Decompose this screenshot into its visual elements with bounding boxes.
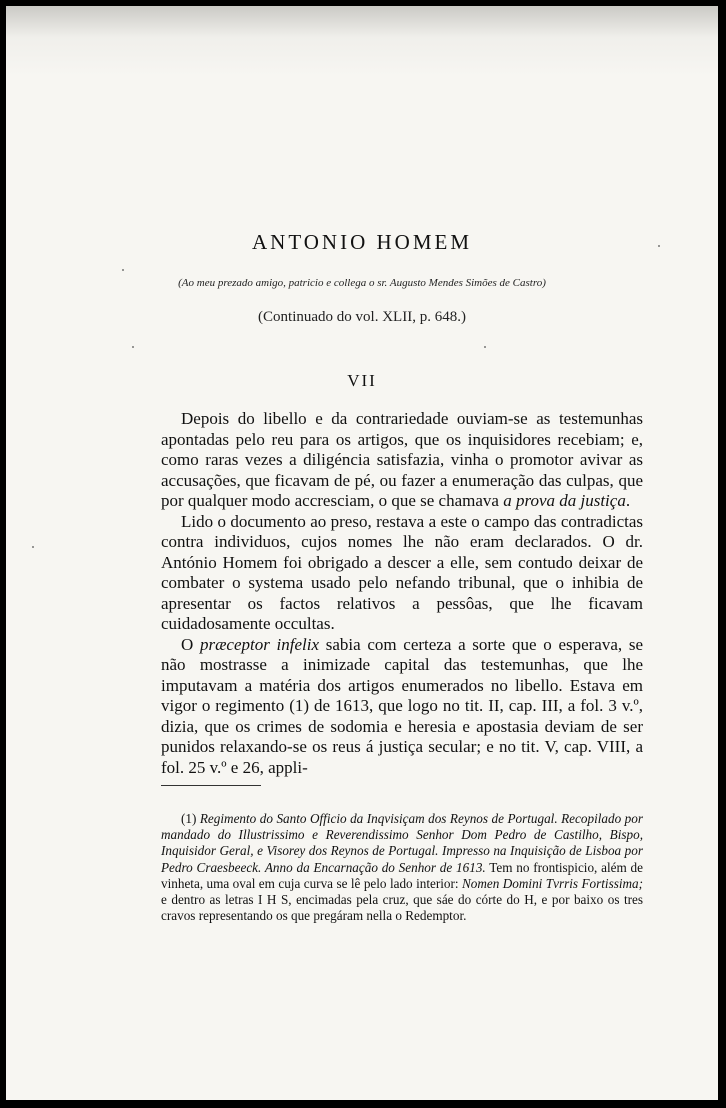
scan-speck xyxy=(132,346,134,348)
footnote-divider xyxy=(161,785,261,786)
footnote-marker: (1) xyxy=(181,811,200,826)
paragraph-text: Depois do libello e da contrariedade ouviam-se as testemunhas apontadas pelo reu para os artigos, que os inquisidores recebiam; e, como raras vezes a diligéncia satisfazia, vinha o promotor avivar as accusações, que ficavam de pé, ou fazer a enumeração das culpas, que por qualquer modo accresciam, o que se chamava xyxy=(161,409,643,510)
footnote-text: Tem no frontispicio, além de vinheta, uma oval em cuja curva se lê pelo lado interior: xyxy=(161,859,643,891)
paragraph-emphasis: a prova da justiça xyxy=(503,491,626,510)
scan-speck xyxy=(32,546,34,548)
page-title: ANTONIO HOMEM xyxy=(251,230,473,254)
scan-speck xyxy=(484,346,486,348)
paragraph xyxy=(161,635,643,779)
continuation-note: (Continuado do vol. XLII, p. 648.) xyxy=(258,309,466,325)
paragraph xyxy=(161,409,643,512)
paragraph-text: . xyxy=(625,491,631,510)
paragraph-text: sabia com certeza a sorte que o esperava, se não mostrasse a inimizade capital das testemunhas, que lhe imputavam a matéria dos artigos enumerados no libello. Estava em vigor o regimento (1) de 1613, que logo no tit. II, cap. III, a fol. 3 v.º, dizia, que os crimes de sodomia e heresia e apostasia deviam de ser punidos relaxando-se os reus á justiça secular; e no tit. V, cap. VIII, a fol. 25 v.º e 26, appli- xyxy=(161,634,643,777)
footnote-inscription: Nomen Domini Tvrris Fortissima; xyxy=(462,875,644,891)
paragraph-text: O xyxy=(181,634,200,654)
paragraph-emphasis: præceptor infelix xyxy=(199,634,320,654)
scan-shadow xyxy=(6,6,718,76)
scanned-page xyxy=(6,6,718,1100)
scan-speck xyxy=(122,269,124,271)
body-text xyxy=(161,409,643,778)
footnote-citation: Regimento do Santo Officio da Inqvisiçam dos Reynos de Portugal. Recopilado por mandado do Illustrissimo e Reverendissimo Senhor Dom Pedro de Castilho, Bispo, Inquisidor Geral, e Visorey dos Reynos de Portugal. Impresso na Inquisição de Lisboa por Pedro Craesbeeck. Anno da Encarnação do Senhor de 1613. xyxy=(161,811,643,875)
paragraph: Lido o documento ao preso, restava a este o campo das contradictas contra individuos, cujos nomes lhe não eram declarados. O dr. António Homem foi obrigado a descer a elle, sem contudo deixar de combater o systema usado pelo nefando tribunal, que o inhibia de apresentar os factos relativos a pessôas, que lhe ficavam cuidadosamente occultas. xyxy=(161,511,643,633)
footnote xyxy=(161,811,643,924)
footnote-text: e dentro as letras I H S, encimadas pela cruz, que sáe do córte do H, e por baixo os tres cravos representando os que pregáram nella o Redemptor. xyxy=(161,892,643,924)
chapter-number: VII xyxy=(347,371,377,390)
dedication: (Ao meu prezado amigo, patricio e collega o sr. Augusto Mendes Simões de Castro) xyxy=(178,277,546,289)
